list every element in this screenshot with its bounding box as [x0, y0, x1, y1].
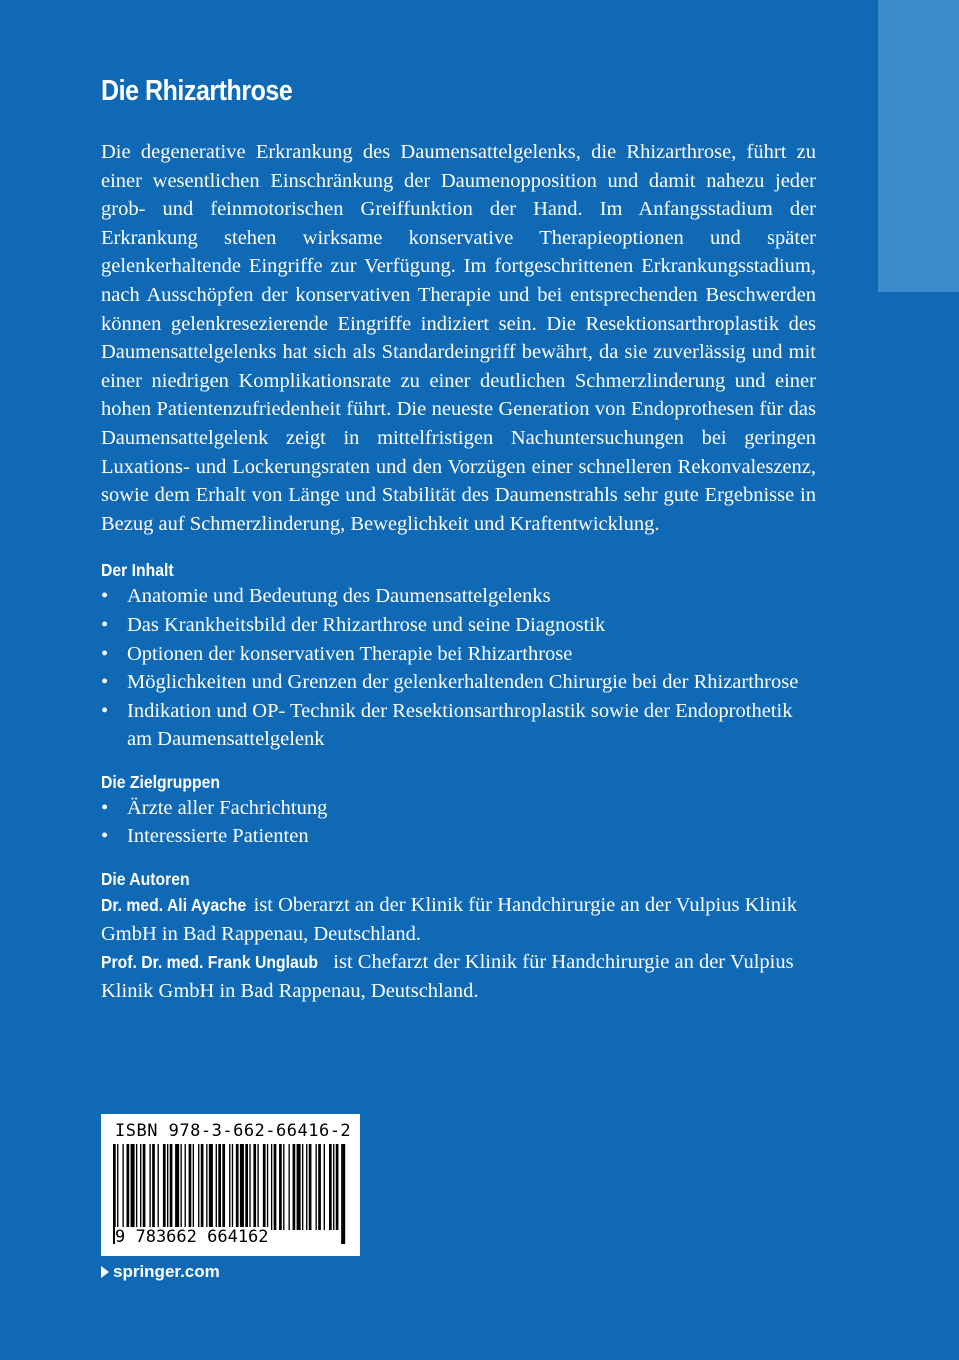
isbn-barcode	[101, 1114, 360, 1256]
barcode-bar	[136, 1144, 137, 1230]
barcode-bar	[222, 1144, 225, 1230]
list-item: • Optionen der konservativen Therapie bei Rhizarthrose	[101, 640, 816, 669]
list-item: • Anatomie und Bedeutung des Daumensattelgelenks	[101, 582, 816, 611]
barcode-bar	[185, 1144, 186, 1230]
barcode-bar	[316, 1144, 317, 1230]
barcode-bar	[175, 1144, 179, 1230]
barcode-bar	[181, 1144, 182, 1230]
barcode-digits: 9 783662 664162	[115, 1227, 269, 1247]
barcode-bar	[263, 1144, 266, 1230]
barcode-bar	[236, 1144, 239, 1230]
list-item: • Möglichkeiten und Grenzen der gelenkerhaltenden Chirurgie bei der Rhizarthrose	[101, 668, 816, 697]
barcode-bar	[279, 1144, 282, 1230]
barcode-bar	[201, 1144, 204, 1230]
barcode-bar	[253, 1144, 256, 1230]
barcode-bar	[206, 1144, 207, 1230]
barcode-bar	[333, 1144, 334, 1230]
barcode-bar	[329, 1144, 332, 1230]
section-heading-autoren: Die Autoren	[101, 869, 190, 890]
barcode-bar	[232, 1144, 233, 1230]
list-item: • Das Krankheitsbild der Rhizarthrose und seine Diagnostik	[101, 611, 816, 640]
barcode-bar	[152, 1144, 155, 1230]
author-name: Dr. med. Ali Ayache	[101, 895, 247, 916]
bullet: •	[101, 642, 109, 665]
isbn-number: ISBN 978-3-662-66416-2	[115, 1121, 352, 1141]
author-entry: Prof. Dr. med. Frank Unglaub ist Chefarzt der Klinik für Handchirurgie an der Vulpius Klinik GmbH in Bad Rappenau, Deutschland.	[101, 948, 816, 1005]
barcode-bar	[131, 1144, 135, 1230]
list-item: • Ärzte aller Fachrichtung	[101, 794, 816, 823]
barcode-bar	[163, 1144, 166, 1230]
author-entry: Dr. med. Ali Ayache ist Oberarzt an der Klinik für Handchirurgie an der Vulpius Klinik GmbH in Bad Rappenau, Deutschland.	[101, 891, 816, 948]
bullet: •	[101, 613, 109, 636]
arrow-right-icon	[101, 1266, 109, 1278]
barcode-bar	[216, 1144, 217, 1230]
author-name: Prof. Dr. med. Frank Unglaub	[101, 952, 319, 973]
barcode-bar	[209, 1144, 213, 1230]
barcode-bar	[189, 1144, 192, 1230]
publisher-url: springer.com	[113, 1262, 220, 1281]
list-item: • Interessierte Patienten	[101, 822, 816, 851]
barcode-bar	[318, 1144, 321, 1230]
zielgruppen-list	[101, 794, 816, 851]
bullet: •	[101, 825, 109, 848]
bullet: •	[101, 699, 109, 722]
barcode-bar	[218, 1144, 221, 1230]
barcode-bar	[193, 1144, 194, 1230]
barcode-bar	[140, 1144, 141, 1230]
section-zielgruppen	[101, 770, 816, 851]
section-heading-inhalt: Der Inhalt	[101, 560, 174, 581]
barcode-bar	[245, 1144, 248, 1230]
barcode-bar	[341, 1144, 345, 1244]
barcode-bar	[309, 1144, 312, 1230]
barcode-bar	[170, 1144, 173, 1230]
back-cover-content	[101, 72, 816, 1005]
section-heading-zielgruppen: Die Zielgruppen	[101, 771, 221, 792]
publisher-link[interactable]	[101, 1262, 220, 1282]
barcode-bar	[293, 1144, 296, 1230]
bullet: •	[101, 585, 109, 608]
bullet: •	[101, 796, 109, 819]
barcode-bar	[143, 1144, 146, 1230]
barcode-bar	[158, 1144, 159, 1230]
barcode-bar	[336, 1144, 339, 1230]
barcode-bar	[267, 1144, 268, 1230]
barcode-bar	[240, 1144, 244, 1230]
barcode-bar	[271, 1144, 272, 1230]
barcode-bar	[274, 1144, 277, 1230]
list-item: • Indikation und OP- Technik der Resektionsarthroplastik sowie der Endoprothetik am Daumensattelgelenk	[101, 697, 816, 754]
barcode-bar	[324, 1144, 325, 1230]
barcode-bar	[167, 1144, 168, 1230]
bullet: •	[101, 671, 109, 694]
book-title: Die Rhizarthrose	[101, 75, 293, 107]
barcode-bar	[257, 1144, 258, 1230]
section-autoren	[101, 867, 816, 1005]
barcode-bar	[302, 1144, 303, 1230]
barcode-bar	[122, 1144, 123, 1230]
barcode-bar	[149, 1144, 150, 1230]
inhalt-list	[101, 582, 816, 754]
intro-paragraph: Die degenerative Erkrankung des Daumensattelgelenks, die Rhizarthrose, führt zu einer wesentlichen Einschränkung der Daumenopposition und damit nahezu jeder grob- und feinmotorischen Greiffunktion der Hand. Im Anfangsstadium der Erkrankung stehen wirksame konservative Therapieoptionen und später gelenkerhaltende Eingriffe zur Verfügung. Im fortgeschrittenen Erkrankungsstadium, nach Ausschöpfen der konservativen Therapie und bei entsprechenden Beschwerden können gelenkresezierende Eingriffe indiziert sein. Die Resektionsarthroplastik des Daumensattelgelenks hat sich als Standardeingriff bewährt, da sie zuverlässig und mit einer niedrigen Komplikationsrate zu einer deutlichen Schmerzlinderung und einer hohen Patientenzufriedenheit führt. Die neueste Generation von Endoprothesen für das Daumensattelgelenk zeigt in mittelfristigen Nachuntersuchungen bei geringen Luxations- und Lockerungsraten und den Vorzügen einer schnelleren Rekonvaleszenz, sowie dem Erhalt von Länge und Stabilität des Daumenstrahls sehr gute Ergebnisse in Bezug auf Schmerzlinderung, Beweglichkeit und Kraftentwicklung.	[101, 141, 816, 535]
barcode-bar	[297, 1144, 301, 1230]
barcode-bar	[249, 1144, 250, 1230]
barcode-bar	[198, 1144, 199, 1230]
section-inhalt	[101, 558, 816, 754]
barcode-bar	[306, 1144, 307, 1230]
barcode-bar	[283, 1144, 284, 1230]
side-tab-decoration	[878, 0, 959, 292]
barcode-bar	[289, 1144, 290, 1230]
barcode-bar	[127, 1144, 130, 1230]
